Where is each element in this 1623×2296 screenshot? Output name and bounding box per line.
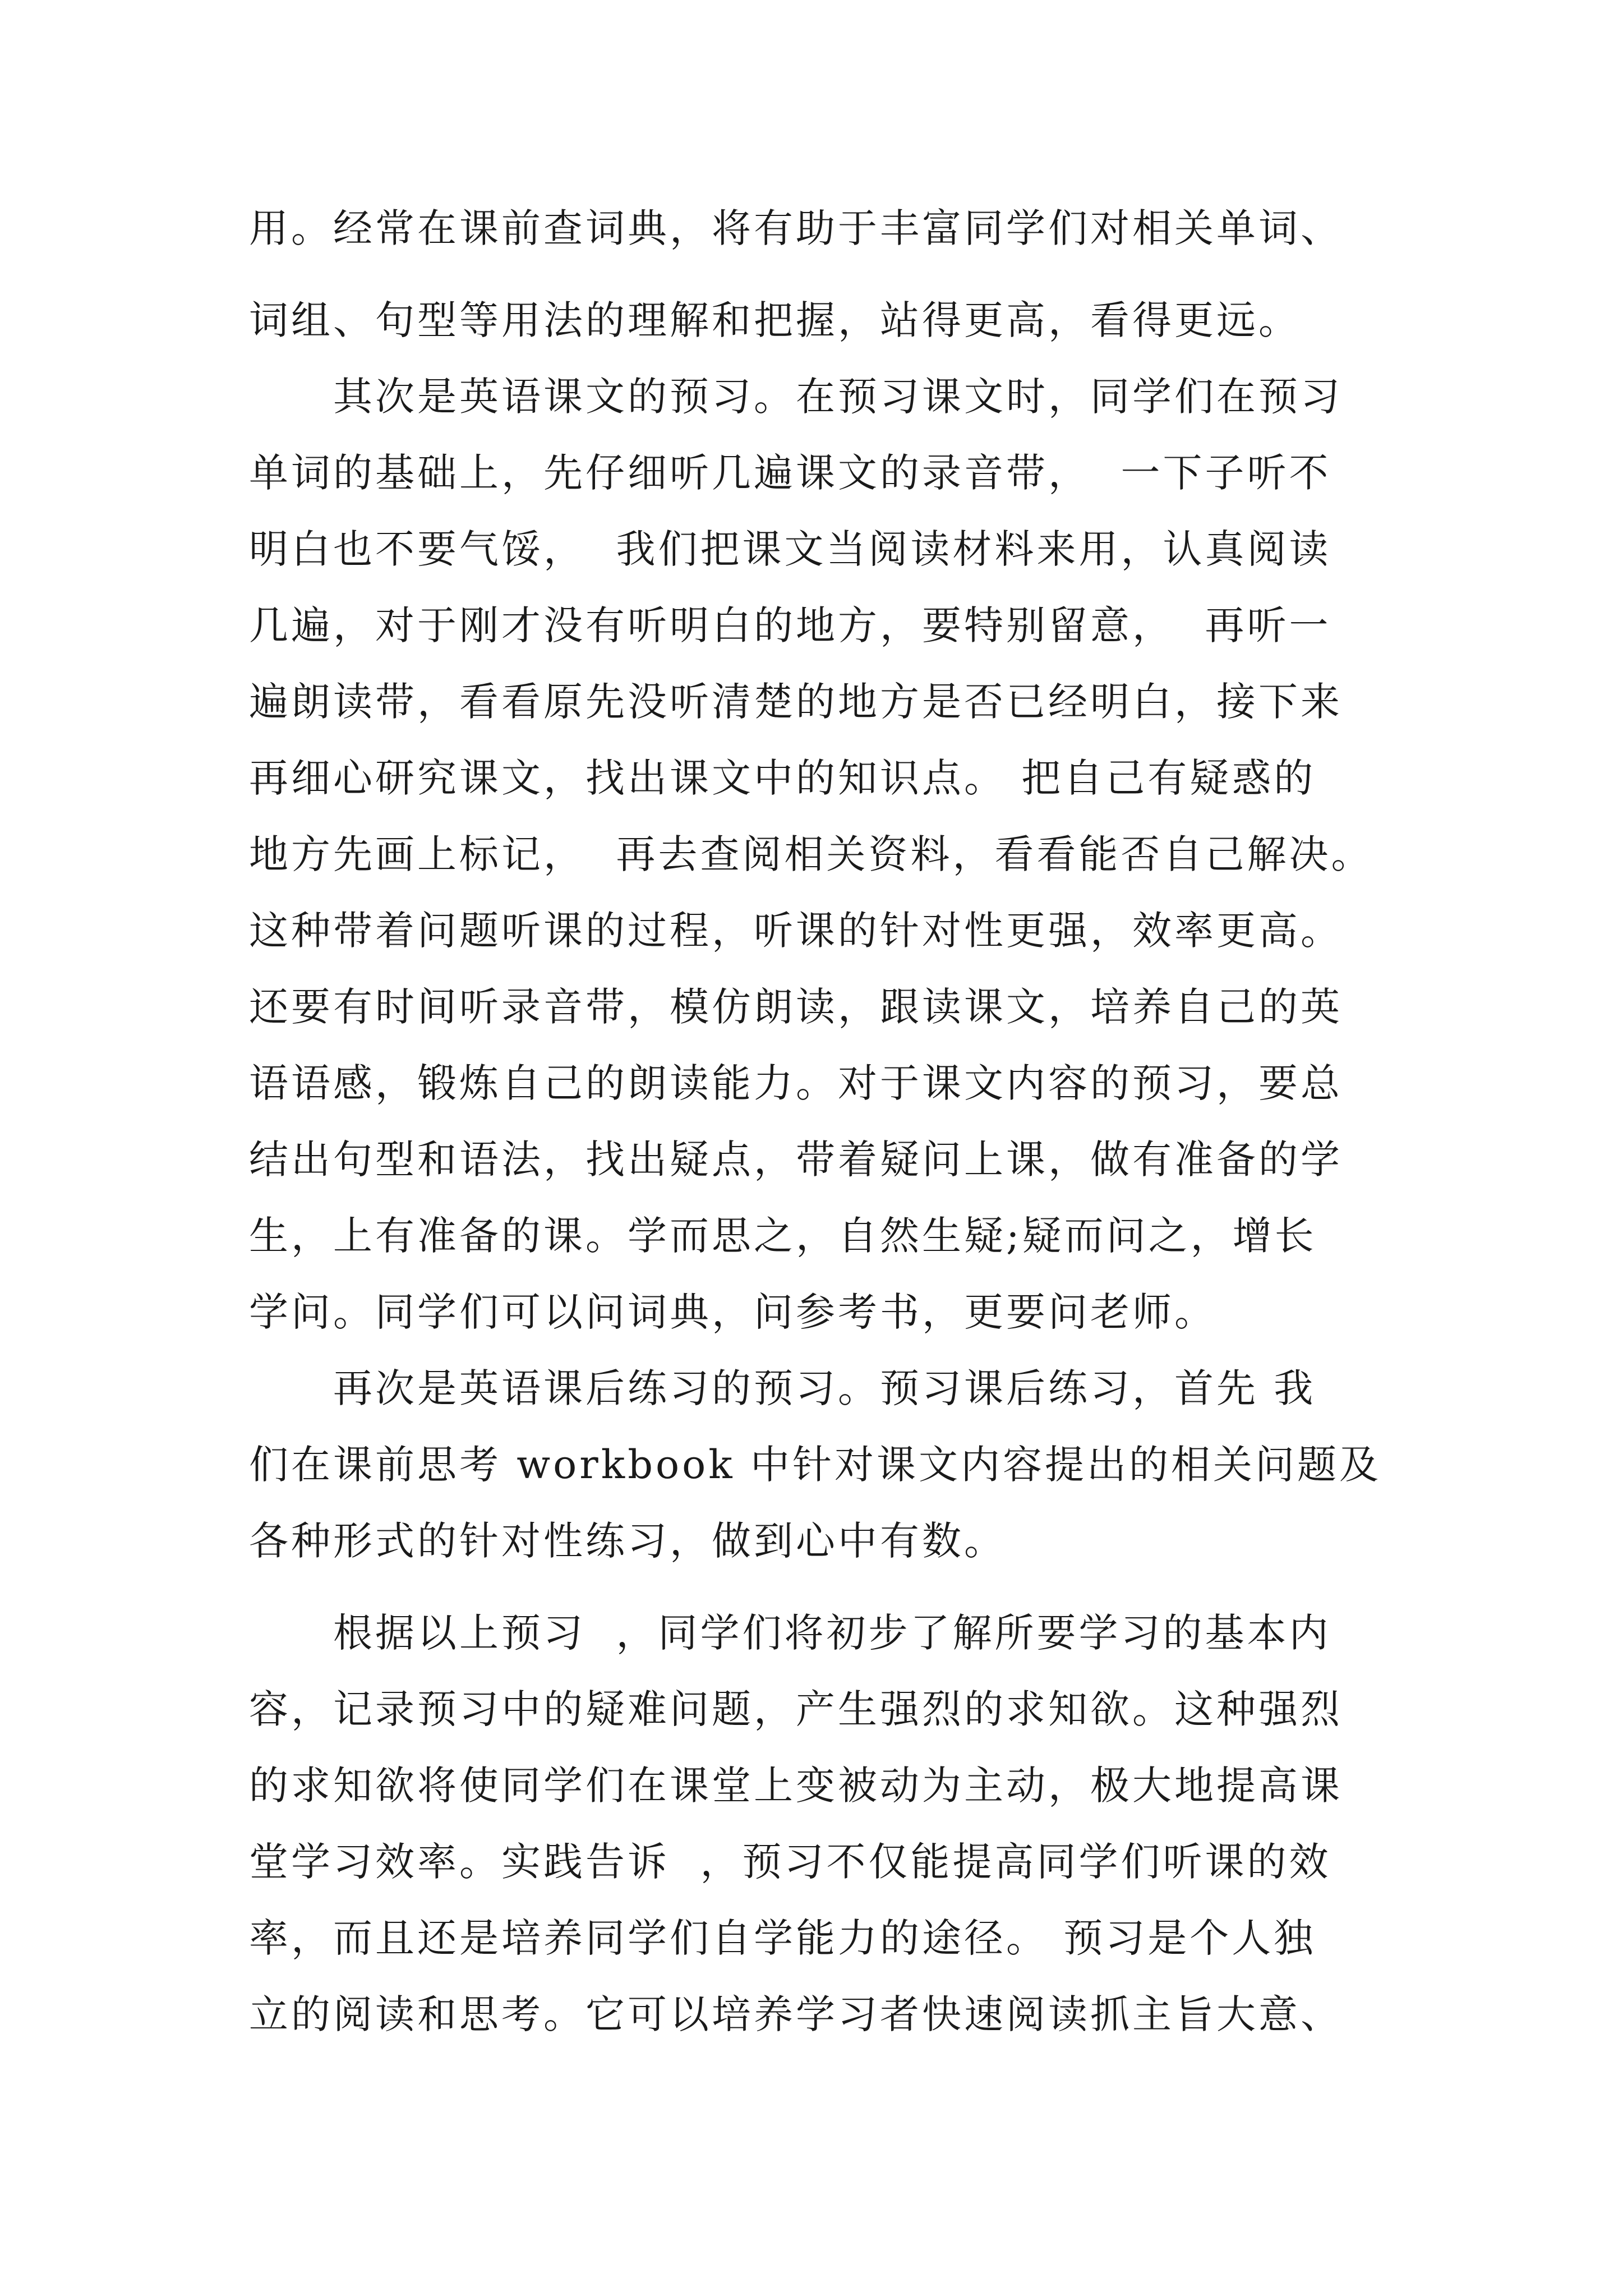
text-line: 学问。同学们可以问词典，问参考书，更要问老师。 bbox=[249, 1289, 1216, 1335]
text-line: 再细心研究课文，找出课文中的知识点。 把自己有疑惑的 bbox=[249, 755, 1316, 801]
text-line: 用。经常在课前查词典，将有助于丰富同学们对相关单词、 bbox=[249, 205, 1343, 251]
text-line: 还要有时间听录音带，模仿朗读，跟读课文，培养自己的英 bbox=[249, 984, 1343, 1030]
text-line: 堂学习效率。实践告诉 ，预习不仅能提高同学们听课的效 bbox=[249, 1839, 1331, 1885]
text-line: 各种形式的针对性练习，做到心中有数。 bbox=[249, 1518, 1006, 1564]
text-line: 容，记录预习中的疑难问题，产生强烈的求知欲。这种强烈 bbox=[249, 1686, 1343, 1732]
text-line: 率，而且还是培养同学们自学能力的途径。 预习是个人独 bbox=[249, 1915, 1316, 1961]
text-line: 地方先画上标记， 再去查阅相关资料，看看能否自己解决。 bbox=[249, 831, 1373, 877]
text-line: 词组、句型等用法的理解和把握，站得更高，看得更远。 bbox=[249, 297, 1301, 343]
text-line: 立的阅读和思考。它可以培养学习者快速阅读抓主旨大意、 bbox=[249, 1991, 1343, 2037]
text-line: 的求知欲将使同学们在课堂上变被动为主动，极大地提高课 bbox=[249, 1763, 1343, 1809]
text-line: 们在课前思考 workbook 中针对课文内容提出的相关问题及 bbox=[249, 1442, 1381, 1488]
text-line: 几遍，对于刚才没有听明白的地方，要特别留意， 再听一 bbox=[249, 602, 1331, 648]
text-line: 单词的基础上，先仔细听几遍课文的录音带， 一下子听不 bbox=[249, 450, 1331, 496]
text-line: 根据以上预习 ，同学们将初步了解所要学习的基本内 bbox=[249, 1610, 1331, 1656]
text-line: 语语感，锻炼自己的朗读能力。对于课文内容的预习，要总 bbox=[249, 1060, 1343, 1106]
text-line: 这种带着问题听课的过程，听课的针对性更强，效率更高。 bbox=[249, 908, 1343, 954]
text-line: 再次是英语课后练习的预习。预习课后练习，首先 我 bbox=[249, 1365, 1316, 1411]
text-line: 结出句型和语法，找出疑点，带着疑问上课，做有准备的学 bbox=[249, 1137, 1343, 1182]
text-line: 明白也不要气馁， 我们把课文当阅读材料来用，认真阅读 bbox=[249, 526, 1331, 572]
text-line: 遍朗读带，看看原先没听清楚的地方是否已经明白，接下来 bbox=[249, 679, 1343, 725]
text-line: 生，上有准备的课。学而思之，自然生疑;疑而问之，增长 bbox=[249, 1213, 1317, 1259]
text-line: 其次是英语课文的预习。在预习课文时，同学们在预习 bbox=[249, 374, 1343, 420]
